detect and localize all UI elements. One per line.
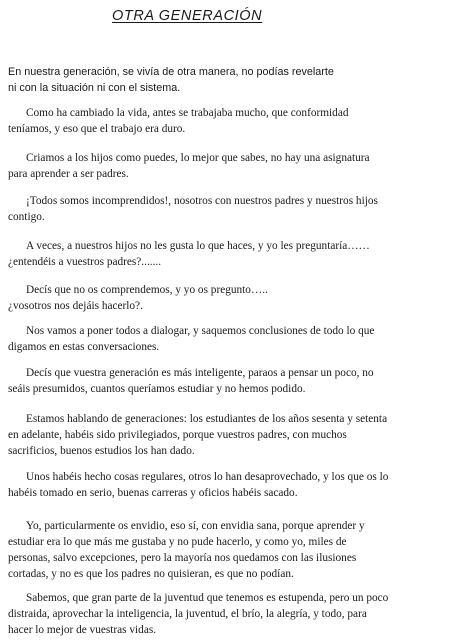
paragraph-line: Estamos hablando de generaciones: los estudiantes de los años sesenta y setenta xyxy=(26,413,388,425)
paragraph-line: En nuestra generación, se vivía de otra manera, no podías revelarte xyxy=(8,66,334,78)
paragraph-line: Decís que no os comprendemos, y yo os pregunto….. xyxy=(26,284,268,296)
paragraph-line: ¡Todos somos incomprendidos!, nosotros con nuestros padres y nuestros hijos xyxy=(26,195,378,207)
paragraph-line: para aprender a ser padres. xyxy=(8,168,129,180)
paragraph-line: Como ha cambiado la vida, antes se trabajaba mucho, que conformidad xyxy=(26,107,349,119)
paragraph-line: habéis tomado en serio, buenas carreras y oficios habéis sacado. xyxy=(8,487,298,499)
document-title: OTRA GENERACIÓN xyxy=(112,8,263,24)
paragraph-line: A veces, a nuestros hijos no les gusta lo que haces, y yo les preguntaría…… xyxy=(26,240,370,252)
paragraph-line: sacrificios, buenos estudios los han dado. xyxy=(8,445,195,457)
paragraph-line: hacer lo mejor de vuestras vidas. xyxy=(8,624,157,636)
paragraph-line: Nos vamos a poner todos a dialogar, y saquemos conclusiones de todo lo que xyxy=(26,325,375,337)
paragraph-line: Decís que vuestra generación es más inteligente, paraos a pensar un poco, no xyxy=(26,367,374,379)
paragraph-line: personas, salvo excepciones, pero la mayoría nos quedamos con las ilusiones xyxy=(8,552,357,564)
paragraph-line: ¿entendéis a vuestros padres?....... xyxy=(8,256,162,268)
paragraph-line: ¿vosotros nos dejáis hacerlo?. xyxy=(8,300,143,312)
paragraph-line: distraida, aprovechar la inteligencia, la juventud, el brío, la alegría, y todo, para xyxy=(8,608,367,620)
paragraph-line: cortadas, y no es que los padres no quisieran, es que no podían. xyxy=(8,568,294,580)
paragraph-line: contigo. xyxy=(8,211,45,223)
paragraph-line: estudiar era lo que más me gustaba y no pude hacerlo, y como yo, miles de xyxy=(8,536,347,548)
paragraph-line: Criamos a los hijos como puedes, lo mejor que sabes, no hay una asignatura xyxy=(26,152,370,164)
paragraph-line: teníamos, y eso que el trabajo era duro. xyxy=(8,123,186,135)
paragraph-line: seáis presumidos, cuantos queríamos estudiar y no hemos podido. xyxy=(8,383,306,395)
paragraph-line: Sabemos, que gran parte de la juventud que tenemos es estupenda, pero un poco xyxy=(26,592,389,604)
paragraph-line: digamos en estas conversaciones. xyxy=(8,341,160,353)
paragraph-line: Unos habéis hecho cosas regulares, otros lo han desaprovechado, y los que os lo xyxy=(26,471,389,483)
paragraph-line: en adelante, habéis sido privilegiados, porque vuestros padres, con muchos xyxy=(8,429,347,441)
paragraph-line: ni con la situación ni con el sistema. xyxy=(8,82,181,94)
paragraph-line: Yo, particularmente os envidio, eso sí, con envidia sana, porque aprender y xyxy=(26,520,365,532)
